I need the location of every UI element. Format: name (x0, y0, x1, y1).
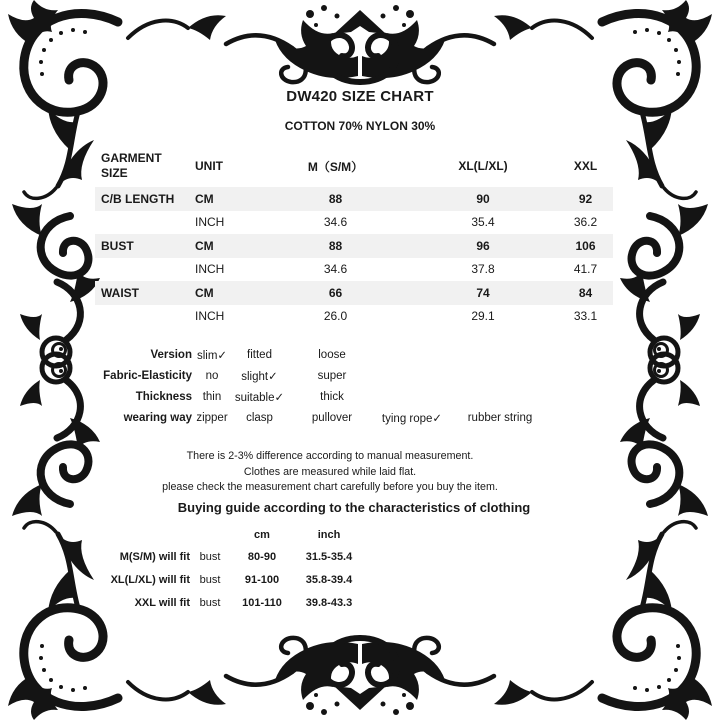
attribute-option: thin (202, 390, 222, 403)
value-m: 26.0 (323, 309, 348, 324)
attribute-option: tying rope✓ (381, 412, 443, 425)
attribute-option: rubber string (467, 411, 533, 424)
buying-guide-row-m (95, 545, 364, 568)
attribute-option: fitted (247, 348, 272, 361)
value-xl: 90 (476, 191, 490, 206)
value-xxl: 84 (578, 285, 593, 300)
value-xxl: 33.1 (573, 309, 598, 324)
fit-label: XL(L/XL) will fit (110, 573, 190, 586)
buying-guide-table (95, 525, 364, 614)
note-line: Clothes are measured while laid flat. (243, 465, 417, 478)
size-row-bust-inch (95, 258, 613, 282)
attribute-option: zipper (196, 411, 228, 424)
header-size-xxl: XXL (573, 159, 598, 173)
attribute-label: Version (150, 348, 192, 361)
attribute-row-wearing-way (95, 407, 565, 428)
measure-label: bust (199, 550, 221, 563)
buying-guide-row-xxl (95, 591, 364, 614)
size-row-cb-length-cm (95, 187, 613, 211)
note-line: please check the measurement chart carefully before you buy the item. (162, 481, 498, 493)
value-m: 34.6 (323, 262, 348, 277)
value-xl: 96 (476, 238, 490, 253)
size-row-waist-inch (95, 305, 613, 329)
value-xxl: 41.7 (573, 262, 598, 277)
buying-guide-header-row (95, 525, 364, 545)
inch-range: 39.8-43.3 (305, 596, 353, 609)
header-size-m: M（S/M） (307, 159, 364, 174)
size-row-cb-length-inch (95, 211, 613, 235)
attribute-option: slight✓ (241, 370, 278, 383)
attribute-option: no (205, 369, 219, 382)
value-xl: 37.8 (471, 262, 495, 277)
value-m: 34.6 (323, 215, 348, 230)
attribute-label: wearing way (123, 411, 192, 424)
measure-label: bust (199, 573, 221, 586)
note-line: There is 2-3% difference according to manual measurement. (186, 450, 474, 462)
fit-label: XXL will fit (134, 596, 190, 609)
size-table-header-row (95, 145, 613, 187)
value-m: 66 (328, 285, 343, 300)
value-m: 88 (328, 191, 343, 206)
attribute-label: Fabric-Elasticity (103, 369, 192, 382)
page-title: DW420 SIZE CHART (286, 88, 434, 105)
measure-label: bust (199, 596, 221, 609)
header-garment-size: GARMENT SIZE (101, 151, 162, 180)
unit-cell: INCH (195, 262, 225, 277)
fabric-composition: COTTON 70% NYLON 30% (284, 119, 436, 133)
attribute-option: suitable✓ (234, 391, 285, 404)
value-xxl: 106 (575, 238, 596, 253)
attribute-label: Thickness (135, 390, 192, 403)
unit-cell: CM (195, 191, 214, 206)
attribute-option: slim✓ (196, 349, 228, 362)
value-xxl: 36.2 (573, 215, 598, 230)
row-label: WAIST (101, 285, 139, 300)
attribute-option: loose (318, 348, 346, 361)
value-m: 88 (328, 238, 343, 253)
header-size-xl: XL(L/XL) (458, 159, 508, 173)
attribute-option: thick (320, 390, 344, 403)
attribute-row-thickness (95, 386, 565, 407)
header-inch: inch (317, 529, 341, 541)
garment-attributes (95, 344, 565, 428)
header-unit: UNIT (195, 159, 223, 173)
inch-range: 35.8-39.4 (305, 573, 353, 586)
fit-label: M(S/M) will fit (119, 550, 190, 563)
row-label: C/B LENGTH (101, 191, 175, 206)
inch-range: 31.5-35.4 (305, 550, 353, 563)
attribute-row-elasticity (95, 365, 565, 386)
attribute-option: super (317, 369, 347, 382)
cm-range: 91-100 (244, 573, 280, 586)
cm-range: 80-90 (247, 550, 277, 563)
attribute-row-version (95, 344, 565, 365)
size-row-waist-cm (95, 281, 613, 305)
unit-cell: INCH (195, 309, 225, 324)
unit-cell: CM (195, 285, 214, 300)
attribute-option: pullover (311, 411, 353, 424)
attribute-option: clasp (246, 411, 273, 424)
value-xl: 35.4 (471, 215, 495, 230)
buying-guide-row-xl (95, 568, 364, 591)
value-xxl: 92 (578, 191, 593, 206)
buying-guide-title: Buying guide according to the characteristics of clothing (177, 500, 531, 515)
value-xl: 29.1 (471, 309, 495, 324)
row-label: BUST (101, 238, 134, 253)
unit-cell: CM (195, 238, 214, 253)
value-xl: 74 (476, 285, 490, 300)
size-table (95, 145, 613, 328)
header-cm: cm (254, 529, 270, 541)
measurement-notes (95, 449, 565, 496)
cm-range: 101-110 (242, 596, 282, 609)
size-row-bust-cm (95, 234, 613, 258)
unit-cell: INCH (195, 215, 225, 230)
